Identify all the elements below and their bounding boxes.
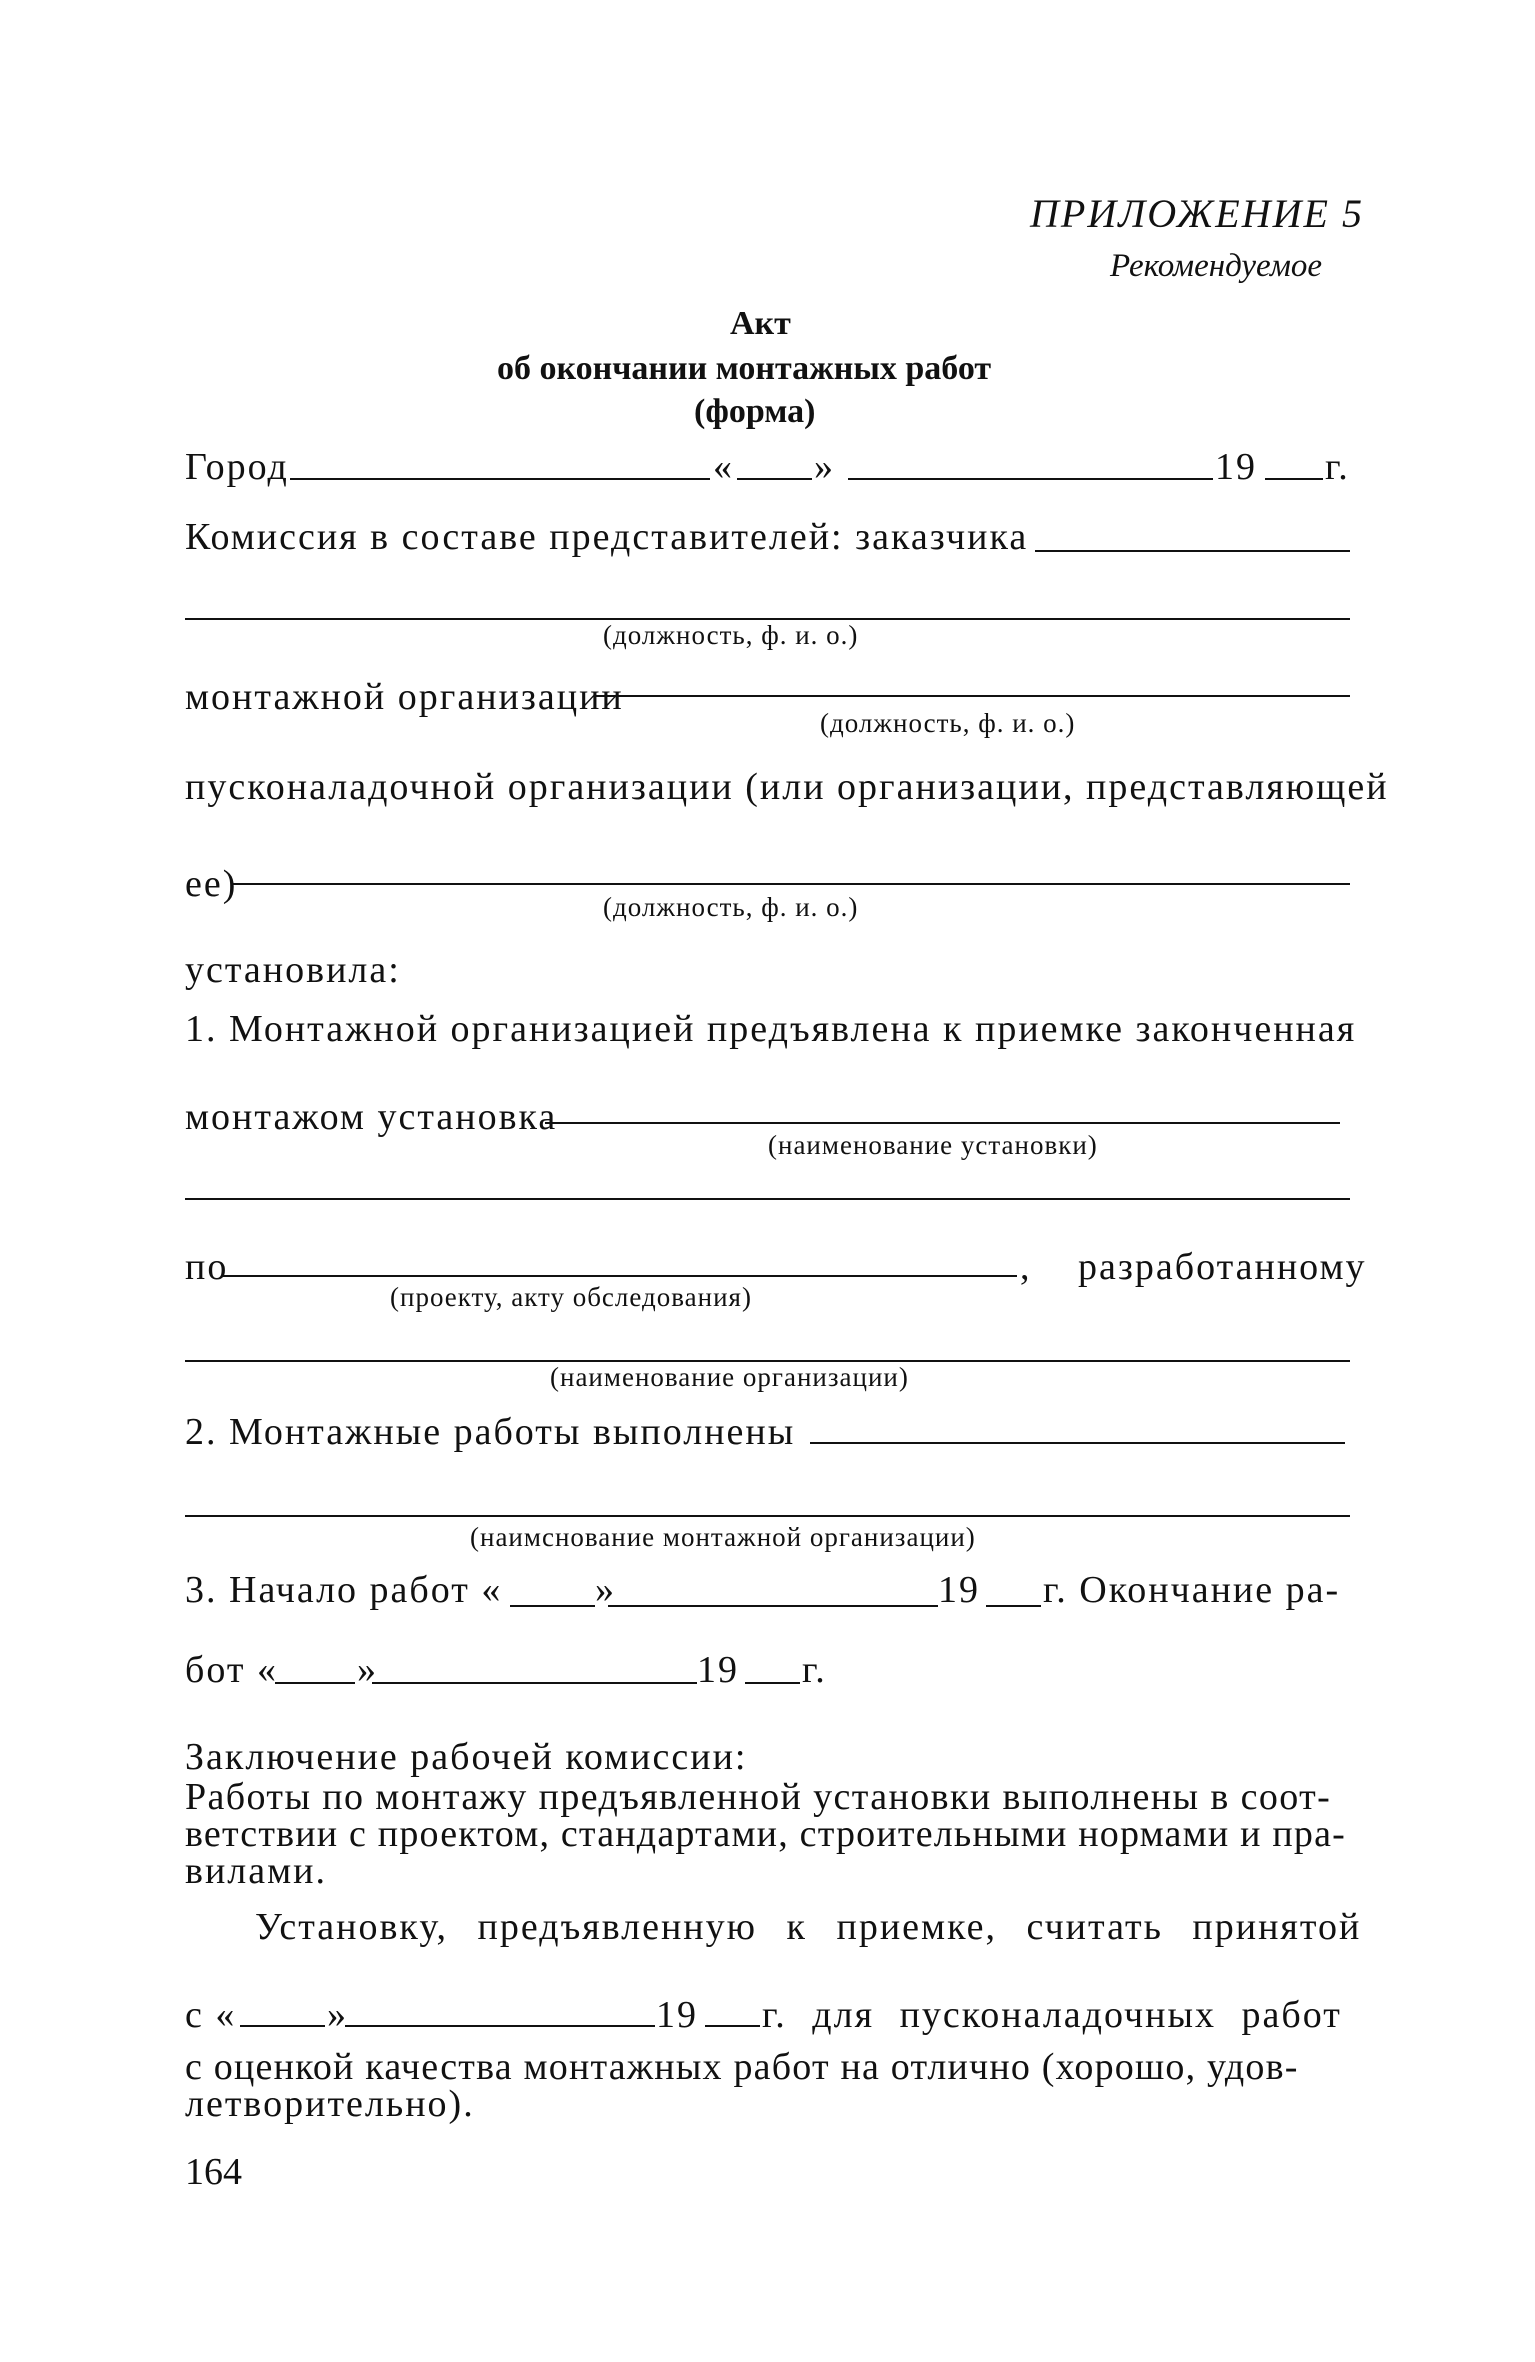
start-year-field[interactable]	[986, 1605, 1041, 1607]
established-label: установила:	[185, 949, 401, 991]
conclusion-p1-l3: вилами.	[185, 1850, 327, 1892]
accept-day-field[interactable]	[240, 2025, 325, 2027]
item3-label: 3. Начало работ «	[185, 1569, 503, 1611]
city-field[interactable]	[290, 478, 710, 480]
commissioning-label: пусконаладочной организации (или организации, представляющей	[185, 766, 1389, 808]
end-year-field[interactable]	[745, 1682, 800, 1684]
conclusion-p2-l3: с оценкой качества монтажных работ на отлично (хорошо, удов-	[185, 2046, 1299, 2088]
po-label: по	[185, 1246, 229, 1288]
performer-field-2[interactable]	[185, 1515, 1350, 1517]
item3-line2-suffix: г.	[802, 1649, 827, 1691]
installation-field-2[interactable]	[185, 1198, 1350, 1200]
po-comma: ,	[1020, 1246, 1032, 1288]
status-label: Рекомендуемое	[1110, 248, 1323, 284]
item3-line2-close: »	[357, 1649, 378, 1691]
doc-title: Акт	[730, 305, 791, 342]
conclusion-heading: Заключение рабочей комиссии:	[185, 1736, 748, 1778]
item1-line1: 1. Монтажной организацией предъявлена к приемке законченная	[185, 1008, 1357, 1050]
year-suffix: г.	[1325, 446, 1350, 488]
commissioning-caption: (должность, ф. и. о.)	[603, 892, 859, 922]
commission-label: Комиссия в составе представителей: заказчика	[185, 516, 1029, 558]
conclusion-p2-year: 19	[656, 1994, 698, 2036]
conclusion-p2-l4: летворительно).	[185, 2083, 475, 2125]
year-field[interactable]	[1265, 478, 1323, 480]
performer-field[interactable]	[810, 1442, 1345, 1444]
day-field[interactable]	[737, 478, 812, 480]
installation-field[interactable]	[545, 1122, 1340, 1124]
conclusion-p1-l2: ветствии с проектом, стандартами, строительными нормами и пра-	[185, 1813, 1346, 1855]
page-number: 164	[185, 2151, 242, 2193]
quote-close: »	[814, 446, 835, 488]
conclusion-p2-start: с «	[185, 1994, 237, 2036]
organization-caption: (наименование организации)	[550, 1362, 909, 1392]
year-prefix: 19	[1215, 446, 1257, 488]
item1-label: монтажом установка	[185, 1096, 558, 1138]
project-field[interactable]	[222, 1275, 1017, 1277]
accept-month-field[interactable]	[345, 2025, 655, 2027]
item3-quote-close: »	[595, 1569, 616, 1611]
conclusion-p2-close: »	[327, 1994, 348, 2036]
developed-label: разработанному	[1078, 1246, 1367, 1288]
customer-field[interactable]	[1035, 550, 1350, 552]
doc-subtitle: об окончании монтажных работ	[497, 350, 992, 387]
quote-open: «	[713, 446, 734, 488]
customer-caption: (должность, ф. и. о.)	[603, 620, 859, 650]
installer-field[interactable]	[595, 695, 1350, 697]
item3-year: 19	[938, 1569, 980, 1611]
city-label: Город	[185, 446, 289, 488]
commissioning-field[interactable]	[232, 883, 1350, 885]
item3-line2-year: 19	[697, 1649, 739, 1691]
installation-caption: (наименование установки)	[768, 1130, 1098, 1160]
installer-caption: (должность, ф. и. о.)	[820, 708, 1076, 738]
conclusion-p2-l1: Установку, предъявленную к приемке, считать принятой	[255, 1906, 1362, 1948]
conclusion-p2-rest: г. для пусконаладочных работ	[762, 1994, 1342, 2036]
item3-line2-label: бот «	[185, 1649, 278, 1691]
start-day-field[interactable]	[510, 1605, 595, 1607]
doc-form-label: (форма)	[694, 393, 816, 430]
performer-caption: (наимснование монтажной организации)	[470, 1522, 976, 1552]
conclusion-p1-l1: Работы по монтажу предъявленной установки выполнены в соот-	[185, 1776, 1332, 1818]
commissioning-label-2: ее)	[185, 863, 238, 905]
item3-suffix: г. Окончание ра-	[1043, 1569, 1341, 1611]
end-month-field[interactable]	[372, 1682, 697, 1684]
start-month-field[interactable]	[608, 1605, 938, 1607]
project-caption: (проекту, акту обследования)	[390, 1282, 752, 1312]
end-day-field[interactable]	[275, 1682, 355, 1684]
item2-label: 2. Монтажные работы выполнены	[185, 1411, 796, 1453]
appendix-label: ПРИЛОЖЕНИЕ 5	[1030, 191, 1364, 236]
installer-label: монтажной организации	[185, 676, 624, 718]
month-field[interactable]	[848, 478, 1213, 480]
accept-year-field[interactable]	[705, 2025, 760, 2027]
